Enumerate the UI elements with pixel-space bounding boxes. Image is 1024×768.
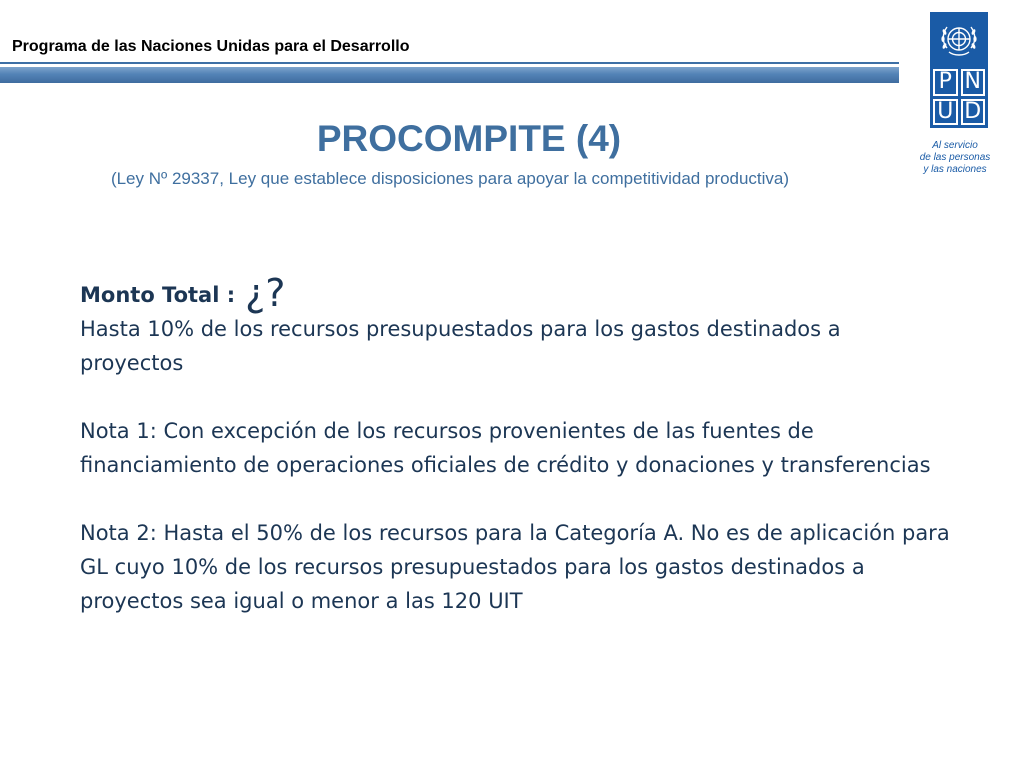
slide-title: PROCOMPITE (4): [316, 118, 622, 159]
monto-text: Hasta 10% de los recursos presupuestados para los gastos destinados a proyectos: [80, 317, 841, 375]
monto-label: Monto Total :: [80, 283, 236, 307]
nota-1: Nota 1: Con excepción de los recursos provenientes de las fuentes de financiamiento de operaciones oficiales de crédito y donaciones y transferencias: [80, 419, 931, 477]
monto-value: ¿?: [245, 271, 286, 315]
logo-letter: P: [933, 69, 958, 96]
monto-heading: [80, 271, 950, 315]
tagline-line: de las personas: [919, 152, 991, 163]
undp-tagline: [900, 140, 1010, 176]
header-rule-thick: [0, 67, 899, 83]
tagline-line: y las naciones: [923, 164, 987, 175]
undp-letter-grid: [933, 69, 985, 125]
logo-letter: U: [933, 99, 958, 126]
monto-block: [80, 272, 950, 380]
undp-logo: [930, 12, 988, 128]
un-emblem-icon: [930, 12, 988, 67]
slide-subtitle: (Ley Nº 29337, Ley que establece disposiciones para apoyar la competitividad productiva): [110, 169, 790, 188]
slide-body: [80, 272, 950, 652]
header-rule-thin: [0, 62, 899, 64]
logo-letter: D: [961, 99, 986, 126]
nota-2: Nota 2: Hasta el 50% de los recursos para la Categoría A. No es de aplicación para GL cuyo 10% de los recursos presupuestados para los gastos destinados a proyectos sea igual o menor a las 120 UIT: [80, 521, 950, 613]
tagline-line: Al servicio: [932, 140, 978, 151]
logo-letter: N: [961, 69, 986, 96]
organization-name: Programa de las Naciones Unidas para el Desarrollo: [12, 38, 410, 55]
